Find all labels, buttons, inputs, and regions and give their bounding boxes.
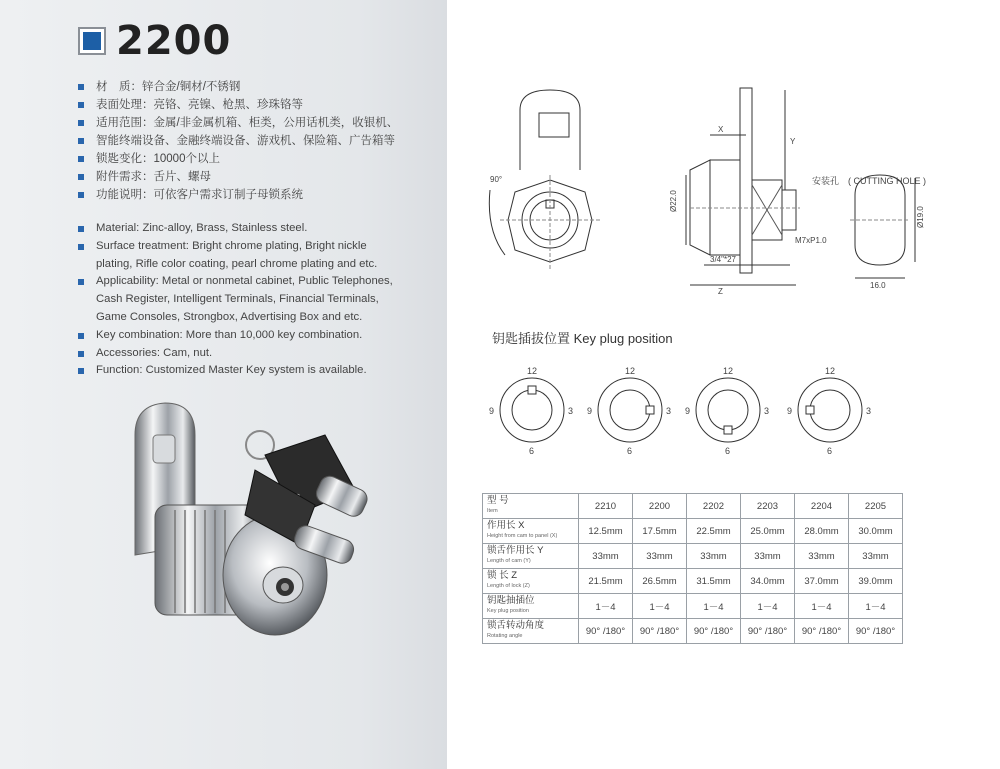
square-bullet-icon: [78, 27, 106, 55]
dimension-z-label: Z: [718, 287, 723, 296]
spec-table: [482, 493, 903, 644]
clock-6: 6: [627, 446, 633, 456]
table-cell: 1－4: [741, 594, 795, 619]
key-plug-title: 钥匙插拔位置 Key plug position: [492, 331, 673, 346]
clock-9: 9: [787, 406, 793, 416]
table-cell: 22.5mm: [687, 519, 741, 544]
thread-label: 3/4"*27: [710, 255, 736, 264]
spec-item: 功能说明：可依客户需求订制子母锁系统: [78, 186, 428, 204]
table-cell: 28.0mm: [795, 519, 849, 544]
spec-item: 适用范围：金属/非金属机箱、柜类，公用话机类，收银机、: [78, 114, 428, 132]
row-header: 作用长 X Height from cam to panel (X): [483, 519, 579, 544]
table-header-row: [483, 494, 903, 519]
model-cell: 2205: [849, 494, 903, 519]
diameter-22-label: Ø22.0: [669, 190, 678, 212]
table-cell: 37.0mm: [795, 569, 849, 594]
table-cell: 30.0mm: [849, 519, 903, 544]
clock-12: 12: [527, 366, 538, 376]
table-row: [483, 569, 903, 594]
clock-9: 9: [587, 406, 593, 416]
table-cell: 25.0mm: [741, 519, 795, 544]
spec-item: 锁匙变化：10000个以上: [78, 150, 428, 168]
clock-6: 6: [725, 446, 731, 456]
table-cell: 21.5mm: [579, 569, 633, 594]
table-cell: 34.0mm: [741, 569, 795, 594]
table-cell: 31.5mm: [687, 569, 741, 594]
table-cell: 1－4: [849, 594, 903, 619]
spec-item: Accessories: Cam, nut.: [78, 345, 428, 363]
model-cell: 2204: [795, 494, 849, 519]
spec-item: Function: Customized Master Key system is available.: [78, 362, 428, 380]
table-cell: 17.5mm: [633, 519, 687, 544]
key-position-4: [787, 366, 871, 456]
spec-list-chinese: [78, 78, 428, 204]
table-cell: 39.0mm: [849, 569, 903, 594]
spec-item: Applicability: Metal or nonmetal cabinet, Public Telephones,: [78, 273, 428, 291]
left-panel: [0, 0, 447, 769]
angle-label: 90°: [490, 175, 503, 184]
table-cell: 33mm: [741, 544, 795, 569]
table-cell: 1－4: [687, 594, 741, 619]
spec-item: Surface treatment: Bright chrome plating, Bright nickle: [78, 238, 428, 256]
table-cell: 90° /180°: [849, 619, 903, 644]
clock-3: 3: [866, 406, 872, 416]
table-row: [483, 544, 903, 569]
table-cell: 26.5mm: [633, 569, 687, 594]
table-row: [483, 619, 903, 644]
spec-item: Key combination: More than 10,000 key combination.: [78, 327, 428, 345]
model-cell: 2210: [579, 494, 633, 519]
table-cell: 1－4: [795, 594, 849, 619]
spec-list-english: [78, 220, 428, 380]
m7-label: M7xP1.0: [795, 236, 827, 245]
technical-drawing: [460, 80, 980, 310]
table-cell: 90° /180°: [795, 619, 849, 644]
dimension-x-label: X: [718, 125, 724, 134]
clock-9: 9: [489, 406, 495, 416]
spec-item-continued: 智能终端设备、金融终端设备、游戏机、保险箱、广告箱等: [78, 132, 428, 150]
spec-item-continued: plating, Rifle color coating, pearl chrome plating and etc.: [96, 257, 378, 270]
spec-item: 附件需求：舌片、螺母: [78, 168, 428, 186]
clock-12: 12: [825, 366, 836, 376]
row-header: 锁 长 Z Length of lock (Z): [483, 569, 579, 594]
model-number: 2200: [116, 18, 232, 64]
table-cell: 1－4: [633, 594, 687, 619]
model-title: [78, 18, 231, 64]
model-cell: 2202: [687, 494, 741, 519]
table-cell: 33mm: [579, 544, 633, 569]
spec-item-continued: Game Consoles, Strongbox, Advertising Box and etc.: [96, 310, 363, 323]
table-cell: 33mm: [687, 544, 741, 569]
key-position-3: [685, 366, 769, 456]
table-cell: 90° /180°: [579, 619, 633, 644]
model-cell: 2203: [741, 494, 795, 519]
clock-6: 6: [529, 446, 535, 456]
key-position-1: [489, 366, 573, 456]
spec-item: Material: Zinc-alloy, Brass, Stainless steel.: [78, 220, 428, 238]
clock-6: 6: [827, 446, 833, 456]
table-cell: 90° /180°: [633, 619, 687, 644]
spec-item-continued: Cash Register, Intelligent Terminals, Financial Terminals,: [96, 293, 379, 306]
cutting-hole-label: 安装孔 ( CUTTING HOLE ): [812, 176, 926, 186]
clock-12: 12: [723, 366, 734, 376]
row-header: 锁舌转动角度 Rotating angle: [483, 619, 579, 644]
table-cell: 33mm: [633, 544, 687, 569]
clock-9: 9: [685, 406, 691, 416]
clock-3: 3: [666, 406, 672, 416]
key-plug-diagram: [480, 358, 900, 468]
table-cell: 1－4: [579, 594, 633, 619]
table-cell: 12.5mm: [579, 519, 633, 544]
table-cell: 90° /180°: [687, 619, 741, 644]
spec-item: 材 质：锌合金/铜材/不锈钢: [78, 78, 428, 96]
table-header-cell: 型 号 Item: [483, 494, 579, 519]
table-row: [483, 594, 903, 619]
diameter-19-label: Ø19.0: [916, 206, 925, 228]
dimension-y-label: Y: [790, 137, 796, 146]
row-header: 钥匙抽插位 Key plug position: [483, 594, 579, 619]
table-cell: 33mm: [795, 544, 849, 569]
width-16-label: 16.0: [870, 281, 886, 290]
clock-12: 12: [625, 366, 636, 376]
product-photo: [95, 395, 425, 655]
spec-item: 表面处理：亮铬、亮镍、枪黑、珍珠铬等: [78, 96, 428, 114]
model-cell: 2200: [633, 494, 687, 519]
row-header: 锁舌作用长 Y Length of cam (Y): [483, 544, 579, 569]
key-position-2: [587, 366, 671, 456]
clock-3: 3: [568, 406, 574, 416]
table-cell: 90° /180°: [741, 619, 795, 644]
clock-3: 3: [764, 406, 770, 416]
table-cell: 33mm: [849, 544, 903, 569]
table-row: [483, 519, 903, 544]
